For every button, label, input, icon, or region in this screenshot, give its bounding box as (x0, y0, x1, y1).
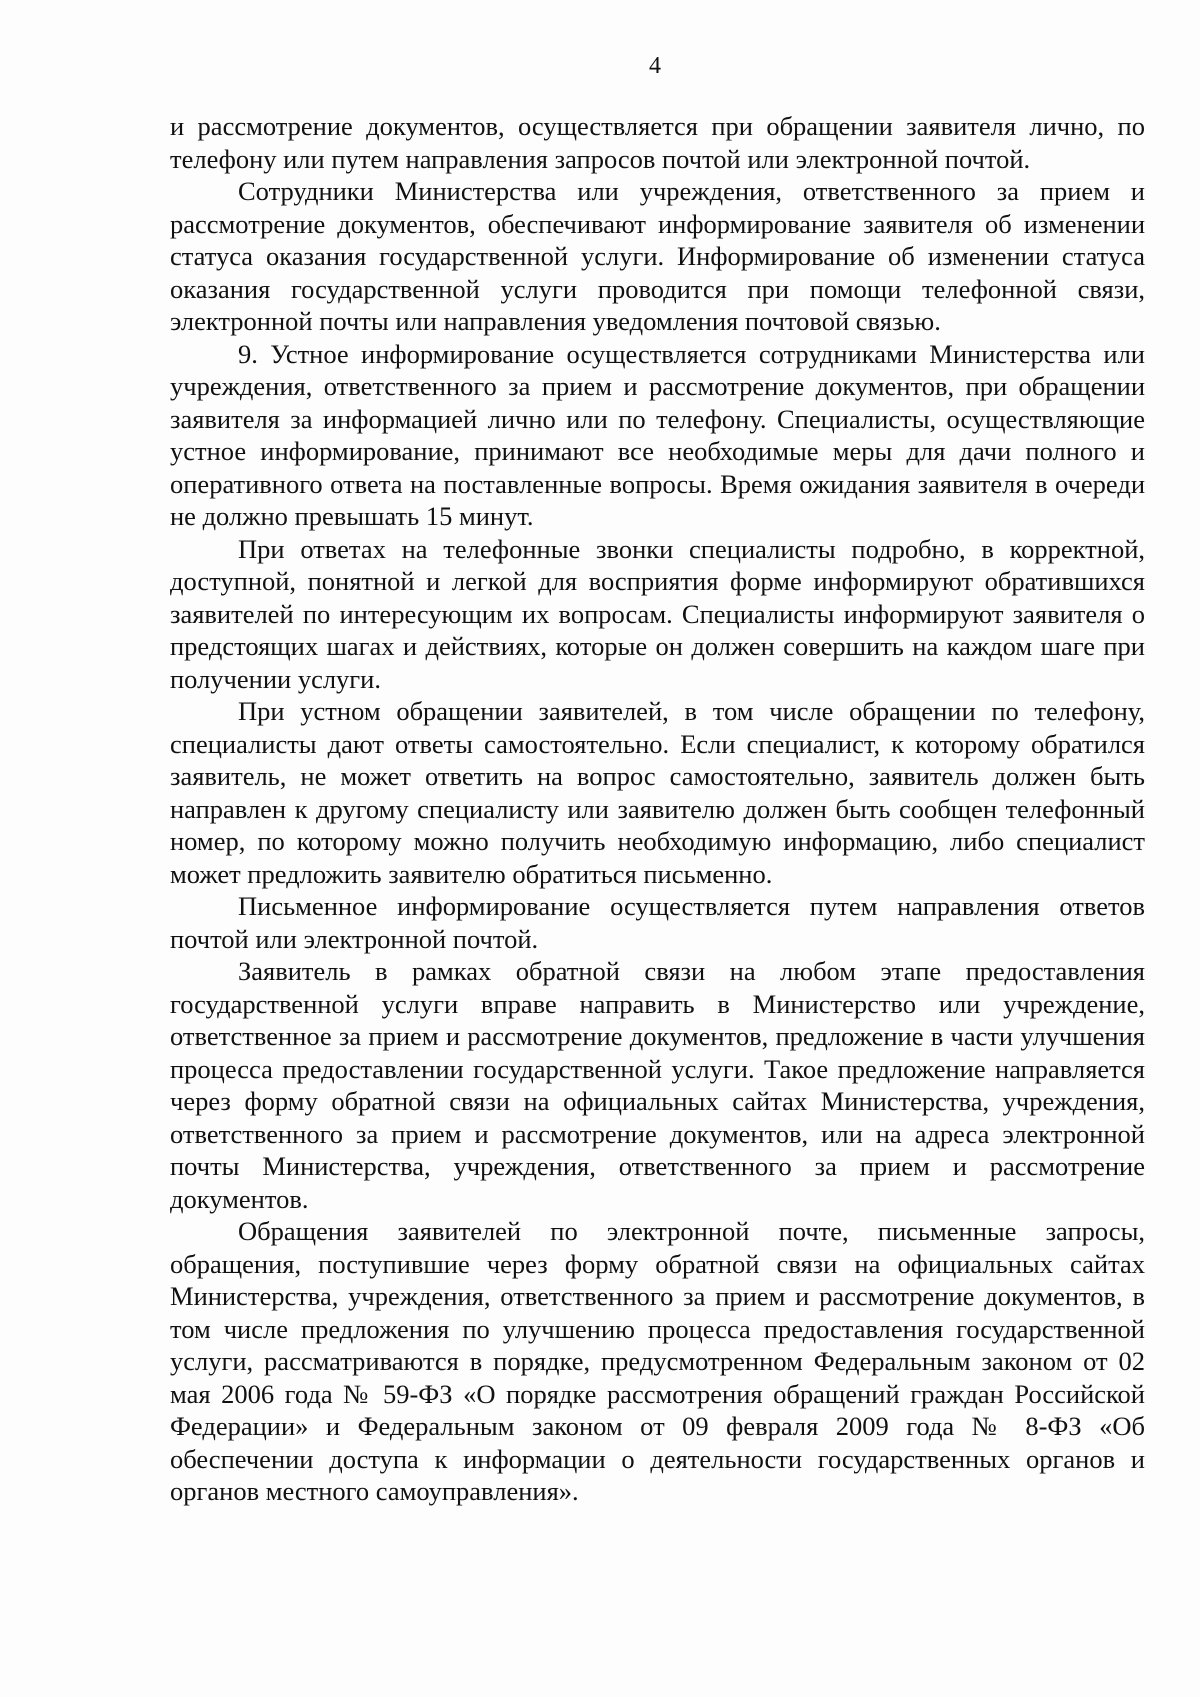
document-body (170, 110, 1145, 1508)
paragraph-5: При устном обращении заявителей, в том числе обращении по телефону, специалисты дают ответы самостоятельно. Если специалист, к которому обратился заявитель, не может ответить на вопрос самостоятельно, заявитель должен быть направлен к другому специалисту или заявителю должен быть сообщен телефонный номер, по которому можно получить необходимую информацию, либо специалист может предложить заявителю обратиться письменно. (170, 696, 1145, 889)
paragraph-4: При ответах на телефонные звонки специалисты подробно, в корректной, доступной, понятной и легкой для восприятия форме информируют обратившихся заявителей по интересующим их вопросам. Специалисты информируют заявителя о предстоящих шагах и действиях, которые он должен совершить на каждом шаге при получении услуги. (170, 533, 1145, 694)
paragraph-1: и рассмотрение документов, осуществляется при обращении заявителя лично, по телефону или путем направления запросов почтой или электронной почтой. (170, 111, 1145, 174)
paragraph-3: 9. Устное информирование осуществляется сотрудниками Министерства или учреждения, ответственного за прием и рассмотрение документов, при обращении заявителя за информацией лично или по телефону. Специалисты, осуществляющие устное информирование, принимают все необходимые меры для дачи полного и оперативного ответа на поставленные вопросы. Время ожидания заявителя в очереди не должно превышать 15 минут. (170, 338, 1145, 531)
paragraph-2: Сотрудники Министерства или учреждения, ответственного за прием и рассмотрение документов, обеспечивают информирование заявителя об изменении статуса оказания государственной услуги. Информирование об изменении статуса оказания государственной услуги проводится при помощи телефонной связи, электронной почты или направления уведомления почтовой связью. (170, 176, 1145, 336)
page-number: 4 (649, 53, 661, 79)
paragraph-6: Письменное информирование осуществляется путем направления ответов почтой или электронной почтой. (170, 891, 1145, 954)
paragraph-8: Обращения заявителей по электронной почте, письменные запросы, обращения, поступившие через форму обратной связи на официальных сайтах Министерства, учреждения, ответственного за прием и рассмотрение документов, в том числе предложения по улучшению процесса предоставления государственной услуги, рассматриваются в порядке, предусмотренном Федеральным законом от 02 мая 2006 года № 59-ФЗ «О порядке рассмотрения обращений граждан Российской Федерации» и Федеральным законом от 09 февраля 2009 года № 8-ФЗ «Об обеспечении доступа к информации о деятельности государственных органов и органов местного самоуправления». (170, 1216, 1145, 1506)
paragraph-7: Заявитель в рамках обратной связи на любом этапе предоставления государственной услуги вправе направить в Министерство или учреждение, ответственное за прием и рассмотрение документов, предложение в части улучшения процесса предоставлении государственной услуги. Такое предложение направляется через форму обратной связи на официальных сайтах Министерства, учреждения, ответственного за прием и рассмотрение документов, или на адреса электронной почты Министерства, учреждения, ответственного за прием и рассмотрение документов. (170, 956, 1145, 1214)
